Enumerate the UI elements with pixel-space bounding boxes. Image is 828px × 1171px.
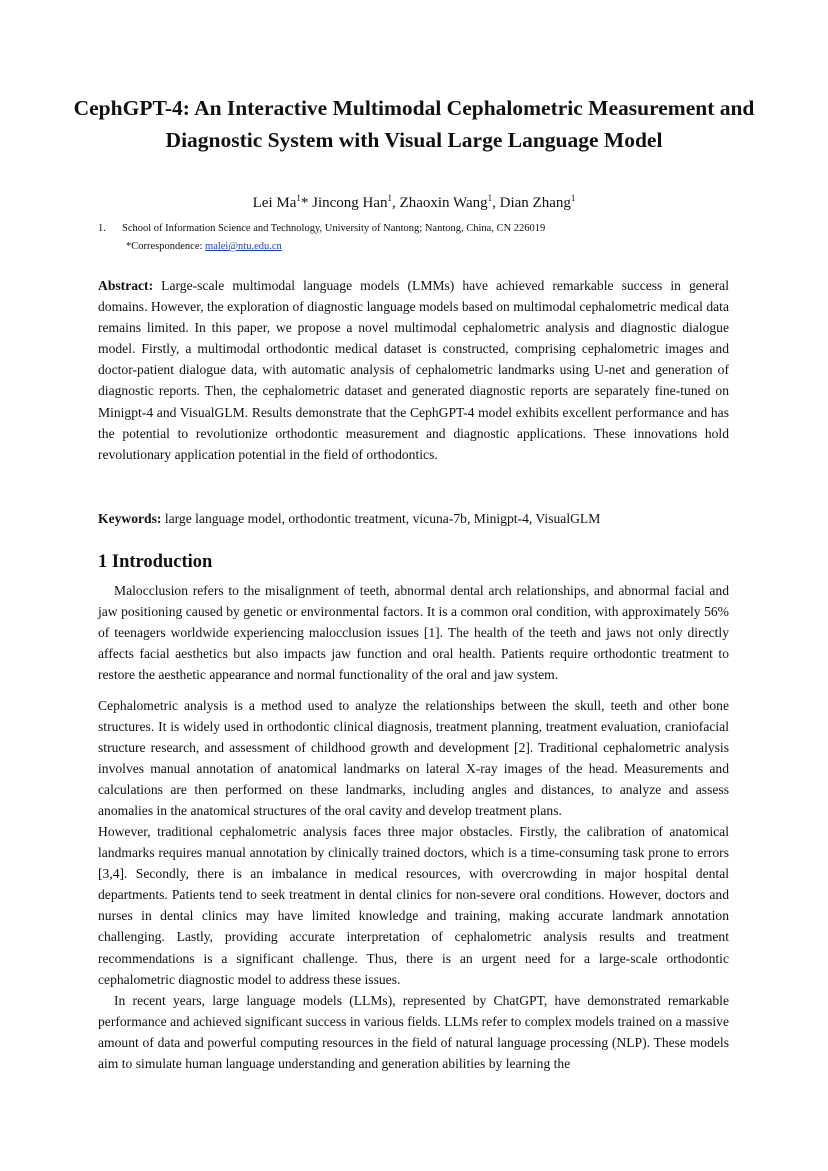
keywords-text: large language model, orthodontic treatment, vicuna-7b, Minigpt-4, VisualGLM <box>161 511 601 526</box>
section-heading: 1 Introduction <box>98 552 213 572</box>
author-name: Zhaoxin Wang <box>399 195 488 211</box>
paragraph: Malocclusion refers to the misalignment of teeth, abnormal dental arch relationships, and abnormal facial and jaw positioning caused by genetic or environmental factors. It is a common oral condition, with approximately 56% of teenagers worldwide experiencing malocclusion issues [1]. The health of the teeth and jaws not only directly affects facial aesthetics but also impacts jaw function and oral health. Patients require orthodontic treatment to restore the aesthetic appearance and normal functionality of the oral and jaw system. <box>98 583 729 683</box>
author-list <box>0 193 828 213</box>
author-affil-mark: 1 <box>570 193 576 203</box>
paper-title: CephGPT-4: An Interactive Multimodal Cephalometric Measurement and Diagnostic System with Visual Large Language Model <box>73 96 755 152</box>
author-affil-mark: 1 <box>296 193 301 203</box>
affiliation-number: 1. <box>98 223 106 234</box>
author-affil-mark: 1 <box>387 193 393 203</box>
correspondence <box>126 240 282 254</box>
author-separator: , <box>492 195 500 211</box>
paragraph: However, traditional cephalometric analysis faces three major obstacles. Firstly, the calibration of anatomical landmarks requires manual annotation by clinically trained doctors, which is a time-consuming task prone to errors [3,4]. Secondly, there is an imbalance in medical resources, with overcrowding in major hospital dental departments. Patients tend to seek treatment in dental clinics for non-severe oral conditions. However, doctors and nurses in dental clinics may have limited knowledge and training, making accurate landmark annotation challenging. Lastly, providing accurate interpretation of cephalometric analysis results and treatment recommendations is a significant challenge. Thus, there is an urgent need for a large-scale orthodontic cephalometric diagnostic model to address these issues. <box>98 824 729 987</box>
abstract <box>98 275 729 465</box>
paragraph: In recent years, large language models (LLMs), represented by ChatGPT, have demonstrated remarkable performance and achieved significant success in various fields. LLMs refer to complex models trained on a massive amount of data and powerful computing resources in the field of natural language processing (NLP). These models aim to simulate human language understanding and generation abilities by learning the <box>98 993 729 1072</box>
abstract-text: Large-scale multimodal language models (LMMs) have achieved remarkable success in general domains. However, the exploration of diagnostic language models based on multimodal cephalometric medical data remains limited. In this paper, we propose a novel multimodal cephalometric analysis and diagnostic dialogue model. Firstly, a multimodal orthodontic medical dataset is constructed, comprising cephalometric images and doctor-patient dialogue data, with automatic analysis of cephalometric landmarks using U-net and generation of diagnostic reports. Then, the cephalometric dataset and generated diagnostic reports are separately fine-tuned on Minigpt-4 and VisualGLM. Results demonstrate that the CephGPT-4 model exhibits excellent performance and has the potential to revolutionize orthodontic measurement and diagnostic applications. These innovations hold revolutionary application potential in the field of orthodontics. <box>98 278 729 462</box>
author-affil-mark: 1 <box>487 193 493 203</box>
paragraph: Cephalometric analysis is a method used to analyze the relationships between the skull, teeth and other bone structures. It is widely used in orthodontic clinical diagnosis, treatment planning, treatment evaluation, craniofacial structure research, and assessment of childhood growth and development [2]. Traditional cephalometric analysis involves manual annotation of anatomical landmarks on lateral X-ray images of the head. Measurements and calculations are then performed on these landmarks, including angles and distances, to analyze and assess anomalies in the anatomical structures of the oral cavity and develop treatment plans. <box>98 698 729 819</box>
correspondence-email-link[interactable]: malei@ntu.edu.cn <box>205 241 282 252</box>
author-name: Dian Zhang <box>499 195 571 211</box>
author-separator: , <box>392 195 400 211</box>
affiliation-text: School of Information Science and Technology, University of Nantong; Nantong, China, CN 226019 <box>122 223 546 234</box>
keywords <box>98 508 729 529</box>
abstract-label: Abstract: <box>98 278 154 293</box>
author-name: Lei Ma <box>252 195 297 211</box>
author-separator: * <box>300 195 313 211</box>
correspondence-label: *Correspondence: <box>126 241 206 252</box>
author-name: Jincong Han <box>312 195 388 211</box>
keywords-label: Keywords: <box>98 511 162 526</box>
affiliation <box>98 222 758 236</box>
